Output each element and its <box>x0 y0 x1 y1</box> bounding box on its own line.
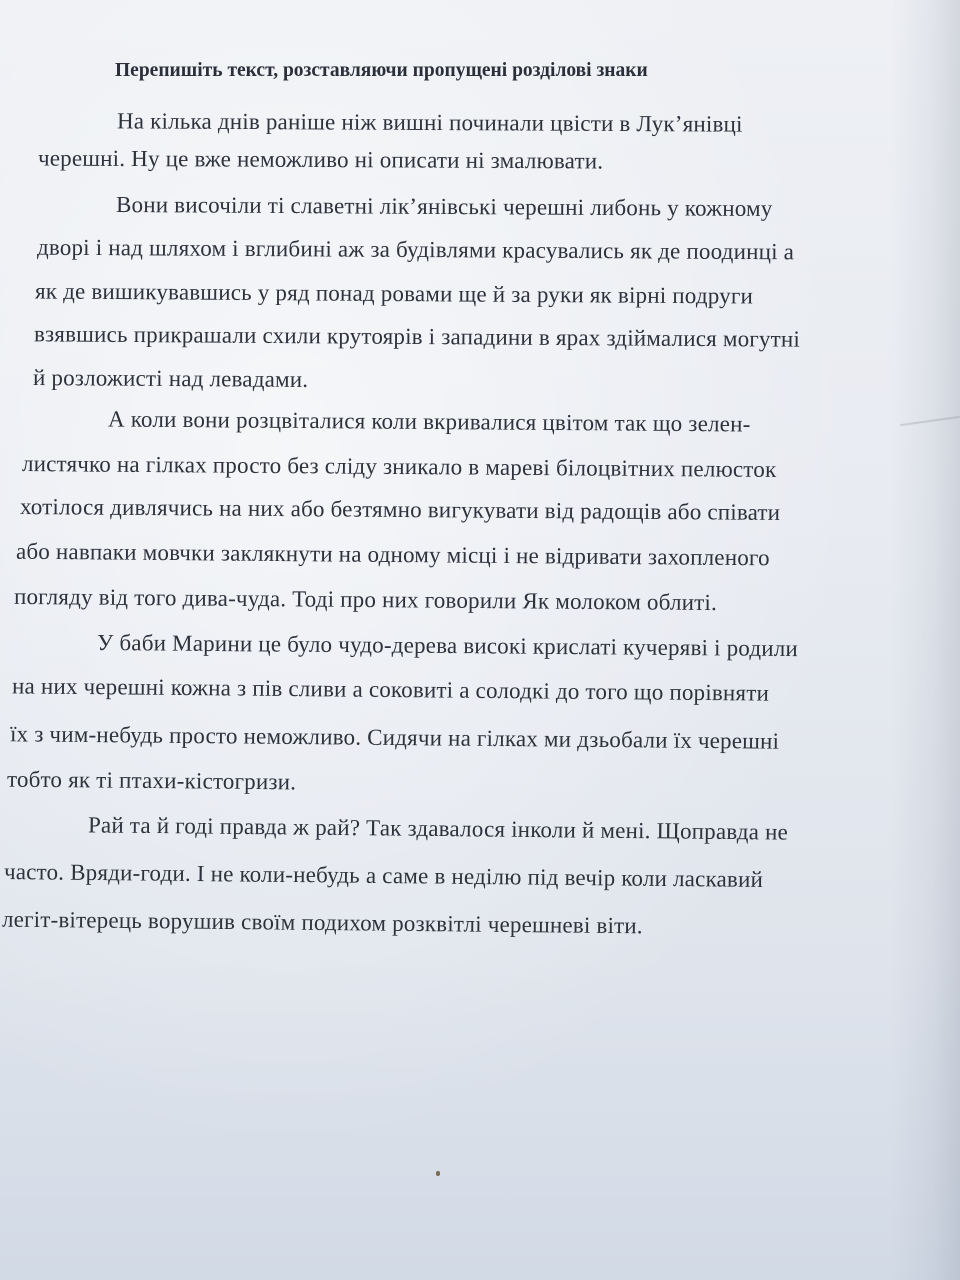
text-line: на них черешні кожна з пів сливи а соковиті а солодкі до того що порівняти <box>11 673 770 706</box>
text-line: як де вишикувавшись у ряд понад ровами ще й за руки як вірні подруги <box>34 278 754 309</box>
text-line: їх з чим-небудь просто неможливо. Сидячи на гілках ми дзьобали їх черешні <box>9 721 780 754</box>
text-line: листячко на гілках просто без сліду зникало в мареві білоцвітних пелюсток <box>21 451 777 482</box>
text-line: взявшись прикрашали схили крутоярів і западини в ярах здіймалися могутні <box>33 321 801 352</box>
text-line: легіт-вітерець ворушив своїм подихом розквітлі черешневі віти. <box>1 906 643 939</box>
task-heading: Перепишіть текст, розставляючи пропущені розділові знаки <box>115 60 648 81</box>
text-line: Вони височіли ті славетні лік’янівські черешні либонь у кожному <box>115 191 773 222</box>
text-line: Рай та й годі правда ж рай? Так здавалося інколи й мені. Щоправда не <box>87 812 789 845</box>
text-line: тобто як ті птахи-кістогризи. <box>6 766 297 795</box>
text-line: й розложисті над левадами. <box>32 365 309 392</box>
text-line: погляду від того дива-чуда. Тоді про них говорили Як молоком облиті. <box>13 583 718 616</box>
text-line: або навпаки мовчки заклякнути на одному місці і не відривати захопленого <box>15 538 770 571</box>
text-line: часто. Вряди-годи. І не коли-небудь а саме в неділю під вечір коли ласкавий <box>3 859 764 892</box>
paper-shadow <box>890 0 960 1280</box>
paper-speck <box>436 1171 440 1176</box>
text-line: хотілося дивлячись на них або безтямно вигукувати від радощів або співати <box>19 494 781 525</box>
text-line: У баби Марини це було чудо-дерева високі крислаті кучеряві і родили <box>96 629 799 662</box>
text-line: дворі і над шляхом і вглибині аж за будівлями красувались як де поодинці а <box>36 234 795 265</box>
text-line: На кілька днів раніше ніж вишні починали цвісти в Лук’янівці <box>116 108 743 137</box>
text-line: А коли вони розцвіталися коли вкривалися цвітом так що зелен- <box>107 406 751 437</box>
text-line: черешні. Ну це вже неможливо ні описати ні змалювати. <box>37 145 604 174</box>
